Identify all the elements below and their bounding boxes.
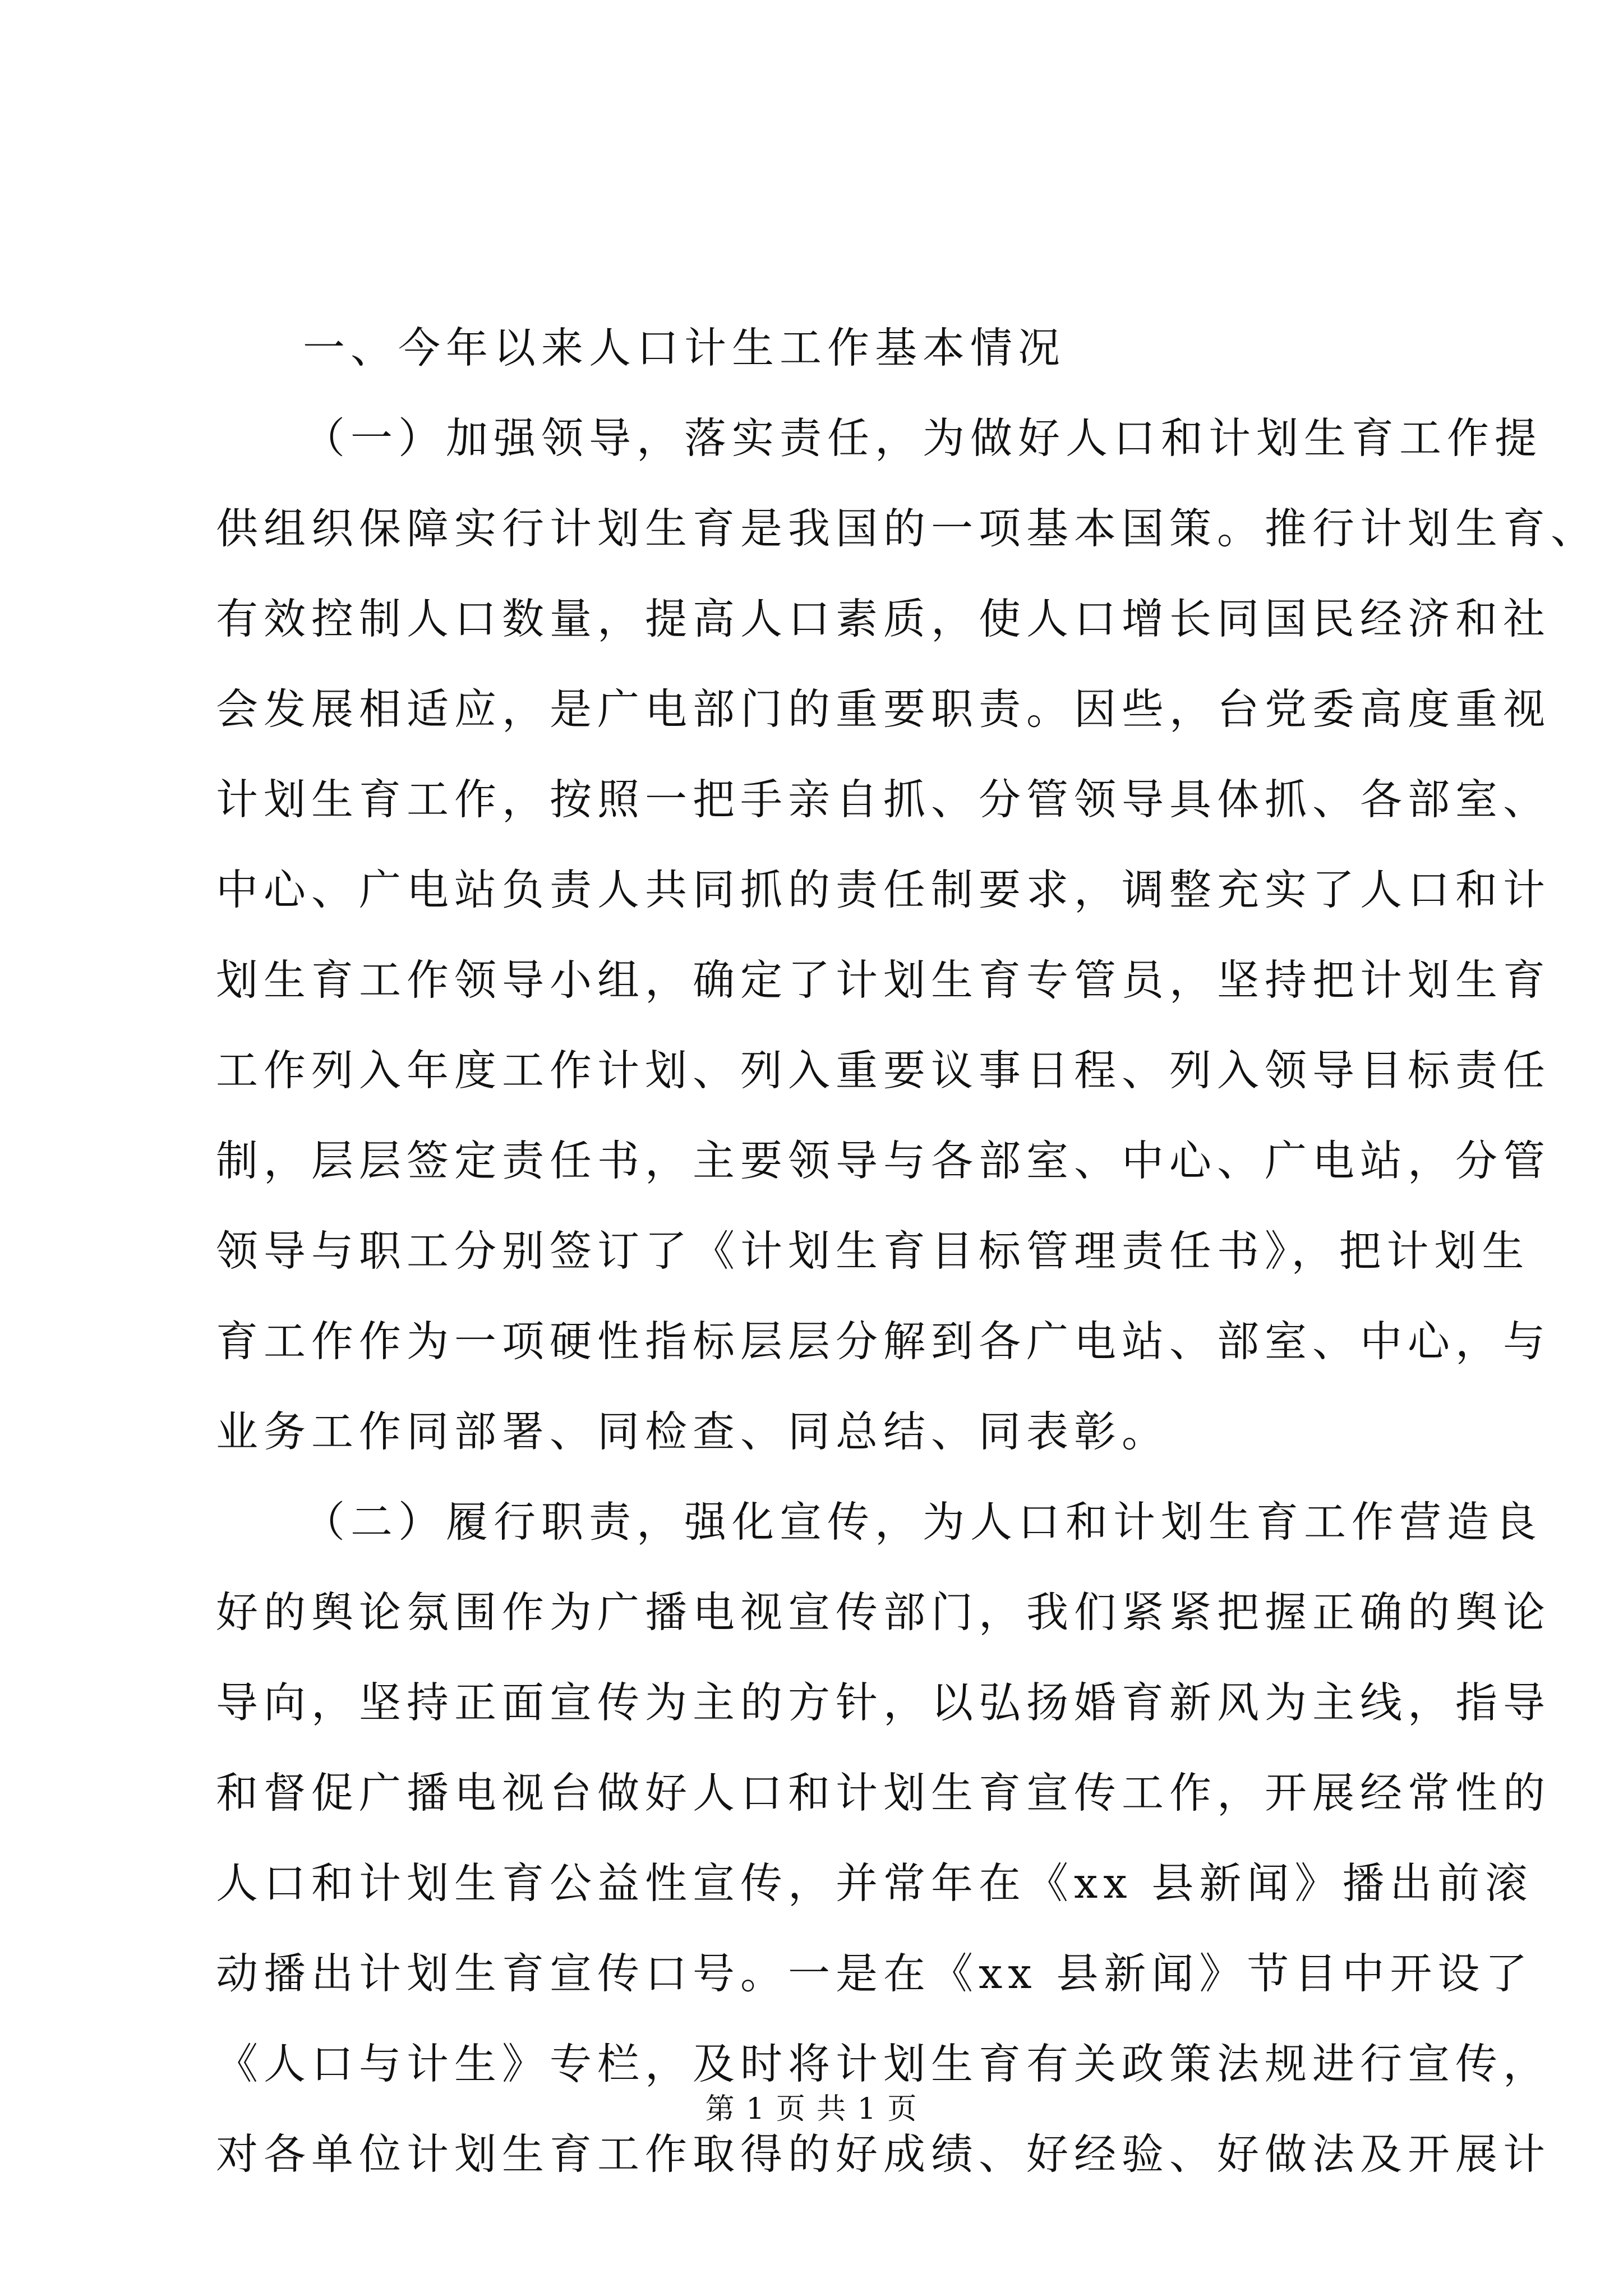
paragraph-line: 供组织保障实行计划生育是我国的一项基本国策。推行计划生育、: [216, 504, 1599, 553]
paragraph-line: 工作列入年度工作计划、列入重要议事日程、列入领导目标责任: [216, 1046, 1551, 1095]
paragraph-line: 对各单位计划生育工作取得的好成绩、好经验、好做法及开展计: [216, 2129, 1551, 2179]
paragraph-line: 好的舆论氛围作为广播电视宣传部门，我们紧紧把握正确的舆论: [216, 1588, 1551, 1637]
paragraph-line: 制，层层签定责任书，主要领导与各部室、中心、广电站，分管: [216, 1136, 1551, 1185]
section-heading: 一、今年以来人口计生工作基本情况: [303, 323, 1066, 372]
page-footer: 第 1 页 共 1 页: [705, 2092, 918, 2126]
paragraph-line: 人口和计划生育公益性宣传，并常年在《xx 县新闻》播出前滚: [216, 1858, 1533, 1908]
paragraph-line: 《人口与计生》专栏，及时将计划生育有关政策法规进行宣传，: [216, 2039, 1551, 2088]
paragraph-line: 领导与职工分别签订了《计划生育目标管理责任书》，把计划生: [216, 1226, 1530, 1276]
paragraph-line: 中心、广电站负责人共同抓的责任制要求，调整充实了人口和计: [216, 865, 1551, 914]
paragraph-line: 导向，坚持正面宣传为主的方针，以弘扬婚育新风为主线，指导: [216, 1678, 1551, 1727]
document-body: [216, 303, 1599, 2200]
paragraph-line: 动播出计划生育宣传口号。一是在《xx 县新闻》节目中开设了: [216, 1949, 1533, 1998]
paragraph-line: （一）加强领导，落实责任，为做好人口和计划生育工作提: [303, 413, 1543, 463]
paragraph-line: 业务工作同部署、同检查、同总结、同表彰。: [216, 1407, 1170, 1456]
paragraph-line: 育工作作为一项硬性指标层层分解到各广电站、部室、中心，与: [216, 1317, 1551, 1366]
paragraph-line: 有效控制人口数量，提高人口素质，使人口增长同国民经济和社: [216, 594, 1551, 643]
paragraph-line: 计划生育工作，按照一把手亲自抓、分管领导具体抓、各部室、: [216, 775, 1551, 824]
paragraph-line: 划生育工作领导小组，确定了计划生育专管员，坚持把计划生育: [216, 955, 1551, 1005]
paragraph-line: （二）履行职责，强化宣传，为人口和计划生育工作营造良: [303, 1497, 1543, 1547]
paragraph-line: 和督促广播电视台做好人口和计划生育宣传工作，开展经常性的: [216, 1768, 1551, 1818]
paragraph-line: 会发展相适应，是广电部门的重要职责。因些，台党委高度重视: [216, 684, 1551, 734]
